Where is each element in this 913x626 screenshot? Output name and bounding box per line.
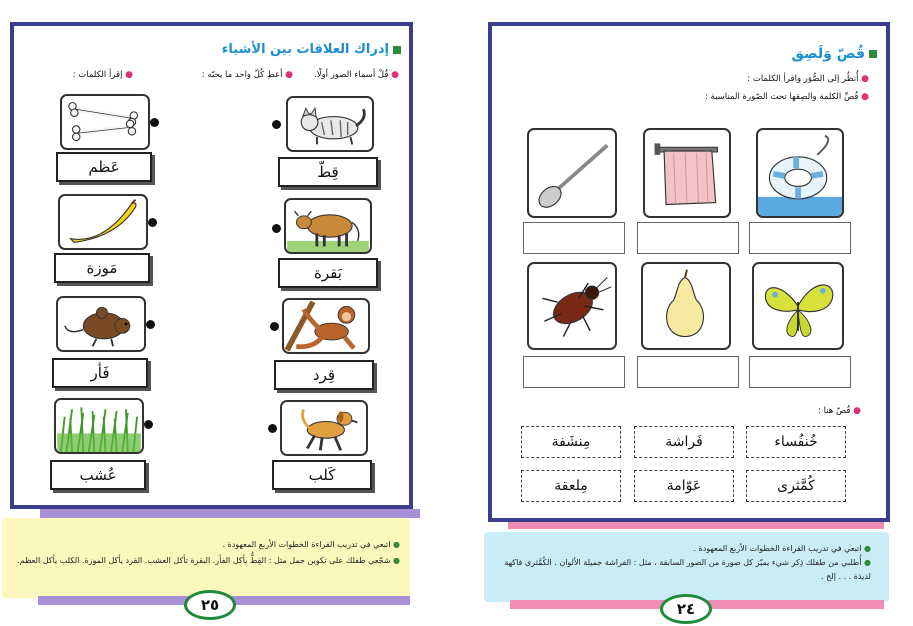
cow-picture <box>284 198 372 254</box>
note-line: ● اتبعي في تدريب القراءة الخطوات الأربع المعهودة . <box>222 540 400 549</box>
towel-picture <box>643 128 731 218</box>
note-line: ● اتبعي في تدريب القراءة الخطوات الأربع المعهودة . <box>693 544 871 553</box>
page-number-right: ٢٤ <box>660 594 712 624</box>
note-line: ● أُطلبي من طفلك ذِكر شيء يميّز كل صورة من الصور السابقة ، مثل : الفراشة جميلة الألوان . الكُمَّثرى فاكهة <box>504 558 871 567</box>
instruction-say: ● قُلْ أسماء الصور أولًا. <box>314 70 399 80</box>
cat-picture <box>286 96 374 152</box>
grass-picture <box>54 398 144 454</box>
word-box-monkey[interactable]: قِرد <box>274 360 374 390</box>
word-box-mouse[interactable]: فَأر <box>52 358 148 388</box>
title-square-icon <box>393 46 401 54</box>
title-square-icon <box>869 50 877 58</box>
connector-dot <box>272 120 281 129</box>
word-box-dog[interactable]: كَلب <box>272 460 372 490</box>
paste-box[interactable] <box>749 222 851 254</box>
connector-dot <box>270 322 279 331</box>
note-line: ● شجّعي طفلك على تكوين جمل مثل : القِطُّ يأكل الفأر. البقرة تأكل العشب. القرد يأكل الموزة. الكلب يأكل العظم. <box>17 556 400 565</box>
word-box-banana[interactable]: مَوزة <box>54 253 150 283</box>
connector-dot <box>148 218 157 227</box>
spoon-picture <box>527 128 617 218</box>
cut-word-card[interactable]: مِنشَفة <box>521 426 621 458</box>
connector-dot <box>150 118 159 127</box>
banana-picture <box>58 194 148 250</box>
dog-picture <box>280 400 368 456</box>
cut-word-card[interactable]: كُمَّثرى <box>746 470 846 502</box>
left-top-strip <box>40 509 420 518</box>
cut-word-card[interactable]: مِلعقة <box>521 470 621 502</box>
page-number-left: ٢٥ <box>184 590 236 620</box>
paste-box[interactable] <box>749 356 851 388</box>
instruction-look: ● أُنظُر إلى الصُّوَر واقرأ الكلمات : <box>747 74 869 84</box>
note-line: لذيذة . . . إلخ . <box>821 572 871 581</box>
connector-dot <box>272 224 281 233</box>
word-box-cow[interactable]: بَقرة <box>278 258 378 288</box>
instruction-give: ● أعطِ كُلّ واحد ما يحبّه : <box>201 70 293 80</box>
connector-dot <box>144 420 153 429</box>
cut-word-card[interactable]: خُنفُساء <box>746 426 846 458</box>
right-page-title: قُصّ وَلَصِق <box>791 46 877 62</box>
paste-box[interactable] <box>637 222 739 254</box>
word-box-bone[interactable]: عَظم <box>56 152 152 182</box>
lifebuoy-picture <box>756 128 844 218</box>
word-box-cat[interactable]: قِطّ <box>278 157 378 187</box>
monkey-picture <box>282 298 370 354</box>
paste-box[interactable] <box>523 356 625 388</box>
paste-box[interactable] <box>637 356 739 388</box>
bones-picture <box>60 94 150 150</box>
right-parent-notes <box>484 532 889 602</box>
connector-dot <box>146 320 155 329</box>
connector-dot <box>268 424 277 433</box>
instruction-read: ● إقرأ الكلمات : <box>72 70 133 80</box>
paste-box[interactable] <box>523 222 625 254</box>
instruction-cut: ● قُصِّ الكلمة والصِقها تحت الصّورة المناسبة : <box>704 92 869 102</box>
cut-word-card[interactable]: عَوّامة <box>634 470 734 502</box>
mouse-picture <box>56 296 146 352</box>
cut-word-card[interactable]: فَراشة <box>634 426 734 458</box>
butterfly-picture <box>752 262 844 350</box>
pear-picture <box>641 262 731 350</box>
instruction-cut-here: ● قُصّ هنا : <box>818 406 861 416</box>
left-parent-notes <box>2 518 410 598</box>
left-page-title: إدراك العلاقات بين الأشياء <box>222 42 401 57</box>
beetle-picture <box>527 262 617 350</box>
word-box-grass[interactable]: عُشب <box>50 460 146 490</box>
